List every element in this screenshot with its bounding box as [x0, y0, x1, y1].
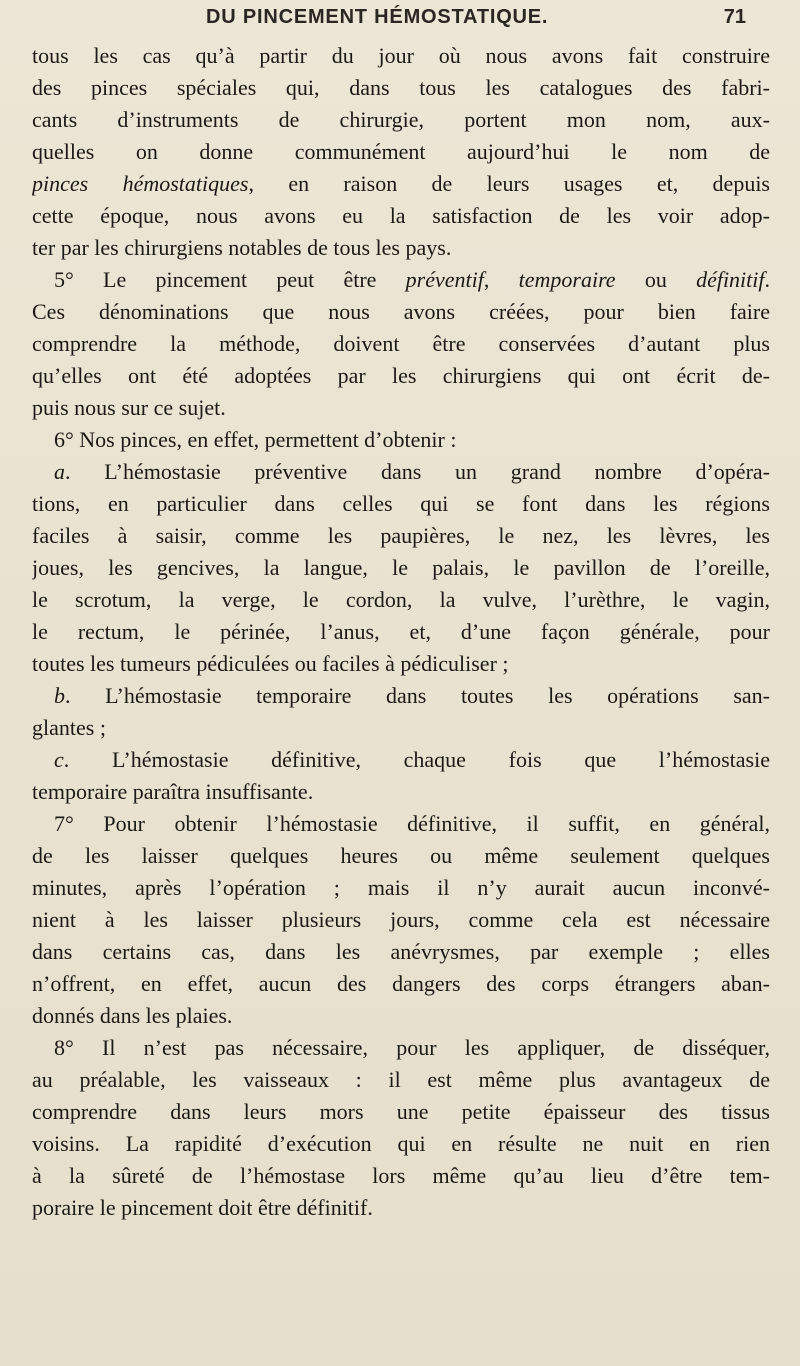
body-text — [32, 40, 770, 1224]
item-letter: a — [54, 459, 65, 484]
numbered-paragraph-start: 7° Pour obtenir l’hémostasie définitive, il suffit, en général, — [54, 811, 770, 836]
italic-term: définitif — [696, 267, 765, 292]
numbered-paragraph-start: 6° Nos pinces, en effet, permettent d’obtenir : — [54, 427, 457, 452]
lettered-item-start: b. L’hémostasie temporaire dans toutes les opérations san- — [54, 683, 770, 708]
text-line: dans certains cas, dans les anévrysmes, par exemple ; elles — [32, 939, 770, 964]
text-line: faciles à saisir, comme les paupières, le nez, les lèvres, les — [32, 523, 770, 548]
paragraph-end-line: toutes les tumeurs pédiculées ou faciles à pédiculiser ; — [32, 651, 509, 676]
text-line: des pinces spéciales qui, dans tous les catalogues des fabri- — [32, 75, 770, 100]
paragraph-end-line: ter par les chirurgiens notables de tous les pays. — [32, 235, 452, 260]
text-line: quelles on donne communément aujourd’hui le nom de — [32, 139, 770, 164]
text-line: cants d’instruments de chirurgie, portent mon nom, aux- — [32, 107, 770, 132]
text-line: tions, en particulier dans celles qui se font dans les régions — [32, 491, 770, 516]
italic-term: pinces hémostatiques — [32, 171, 249, 196]
item-letter: b — [54, 683, 65, 708]
text-line: le scrotum, la verge, le cordon, la vulve, l’urèthre, le vagin, — [32, 587, 770, 612]
text-line: Ces dénominations que nous avons créées, pour bien faire — [32, 299, 770, 324]
text-line: cette époque, nous avons eu la satisfaction de les voir adop- — [32, 203, 770, 228]
running-header — [120, 4, 746, 44]
paragraph-end-line: poraire le pincement doit être définitif. — [32, 1195, 373, 1220]
text-line: comprendre dans leurs mors une petite épaisseur des tissus — [32, 1099, 770, 1124]
text-line: tous les cas qu’à partir du jour où nous avons fait construire — [32, 43, 770, 68]
text-line: n’offrent, en effet, aucun des dangers des corps étrangers aban- — [32, 971, 770, 996]
numbered-paragraph-start: 8° Il n’est pas nécessaire, pour les appliquer, de disséquer, — [54, 1035, 770, 1060]
text-line: nient à les laisser plusieurs jours, comme cela est nécessaire — [32, 907, 770, 932]
numbered-paragraph-start: 5° Le pincement peut être préventif, temporaire ou définitif. — [54, 267, 770, 292]
paragraph-end-line: puis nous sur ce sujet. — [32, 395, 226, 420]
lettered-item-start: c. L’hémostasie définitive, chaque fois que l’hémostasie — [54, 747, 770, 772]
text-line: à la sûreté de l’hémostase lors même qu’au lieu d’être tem- — [32, 1163, 770, 1188]
text-line: de les laisser quelques heures ou même seulement quelques — [32, 843, 770, 868]
paragraph-end-line: temporaire paraîtra insuffisante. — [32, 779, 314, 804]
text-line: minutes, après l’opération ; mais il n’y aurait aucun inconvé- — [32, 875, 770, 900]
page-number: 71 — [723, 6, 746, 28]
text-line: le rectum, le périnée, l’anus, et, d’une façon générale, pour — [32, 619, 770, 644]
running-header-title: DU PINCEMENT HÉMOSTATIQUE. — [206, 6, 549, 28]
text-line: voisins. La rapidité d’exécution qui en résulte ne nuit en rien — [32, 1131, 770, 1156]
paragraph-end-line: donnés dans les plaies. — [32, 1003, 233, 1028]
text-line: au préalable, les vaisseaux : il est même plus avantageux de — [32, 1067, 770, 1092]
text-line: joues, les gencives, la langue, le palais, le pavillon de l’oreille, — [32, 555, 770, 580]
text-line: comprendre la méthode, doivent être conservées d’autant plus — [32, 331, 770, 356]
lettered-item-start: a. L’hémostasie préventive dans un grand nombre d’opéra- — [54, 459, 770, 484]
text-line: qu’elles ont été adoptées par les chirurgiens qui ont écrit de- — [32, 363, 770, 388]
text-line: pinces hémostatiques, en raison de leurs usages et, depuis — [32, 171, 770, 196]
paragraph-end-line: glantes ; — [32, 715, 106, 740]
italic-term: préventif — [405, 267, 484, 292]
italic-term: temporaire — [518, 267, 616, 292]
item-letter: c — [54, 747, 64, 772]
